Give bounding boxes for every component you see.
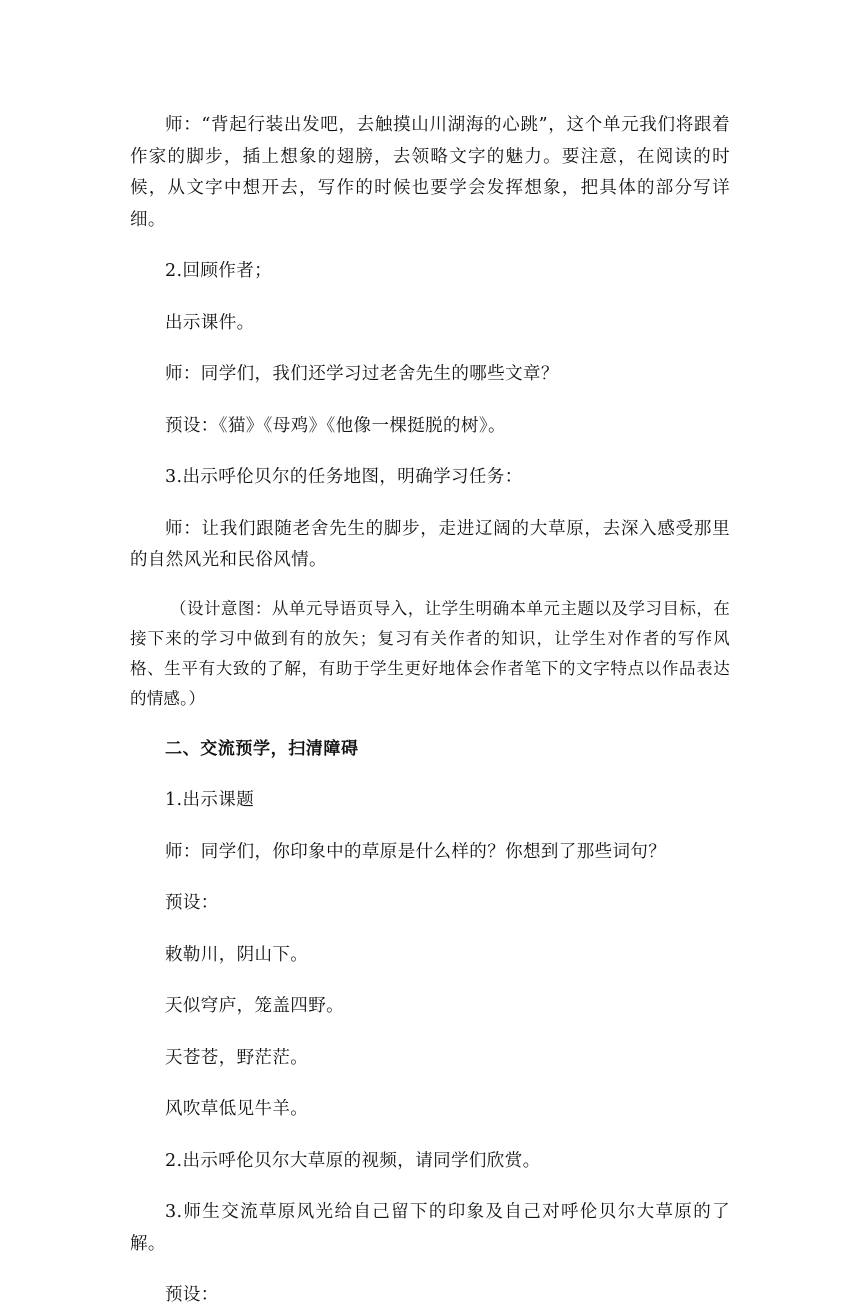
poem-line-4: 风吹草低见牛羊。 — [165, 1099, 309, 1119]
step-show-title: 1.出示课题 — [165, 790, 255, 810]
step-task-map: 3.出示呼伦贝尔的任务地图，明确学习任务： — [165, 467, 523, 487]
design-intent-note: （设计意图：从单元导语页导入，让学生明确本单元主题以及学习目标，在接下来的学习中做到有的放矢；复习有关作者的知识，让学生对作者的写作风格、生平有大致的了解，有助于学生更好地体会作者笔下的文字特点以作品表达的情感。） — [130, 598, 730, 708]
preset-label-end: 预设： — [165, 1285, 219, 1305]
poem-line-3: 天苍苍，野茫茫。 — [165, 1047, 309, 1068]
section-heading-preview: 二、交流预学，扫清障碍 — [165, 738, 359, 759]
step-show-video: 2.出示呼伦贝尔大草原的视频，请同学们欣赏。 — [165, 1150, 541, 1171]
poem-line-1: 敕勒川，阴山下。 — [165, 944, 309, 965]
show-courseware-text: 出示课件。 — [165, 312, 255, 333]
step-review-author: 2.回顾作者； — [165, 261, 272, 281]
poem-line-2: 天似穹庐，笼盖四野。 — [165, 996, 344, 1016]
lesson-plan-body — [130, 110, 730, 1312]
teacher-question-laoshe: 师：同学们，我们还学习过老舍先生的哪些文章？ — [165, 364, 559, 384]
teacher-grassland-paragraph: 师：让我们跟随老舍先生的脚步，走进辽阔的大草原，去深入感受那里的自然风光和民俗风情。 — [130, 518, 730, 570]
preset-label: 预设： — [165, 893, 219, 913]
teacher-intro-paragraph: 师：“背起行装出发吧，去触摸山川湖海的心跳”，这个单元我们将跟着作家的脚步，插上想象的翅膀，去领略文字的魅力。要注意，在阅读的时候，从文字中想开去，写作的时候也要学会发挥想象，把具体的部分写详细。 — [130, 115, 730, 230]
step-discussion: 3.师生交流草原风光给自己留下的印象及自己对呼伦贝尔大草原的了解。 — [130, 1202, 730, 1254]
teacher-question-grassland: 师：同学们，你印象中的草原是什么样的？你想到了那些词句？ — [165, 841, 667, 862]
preset-answer-works: 预设：《猫》《母鸡》《他像一棵挺脱的树》。 — [165, 415, 506, 436]
